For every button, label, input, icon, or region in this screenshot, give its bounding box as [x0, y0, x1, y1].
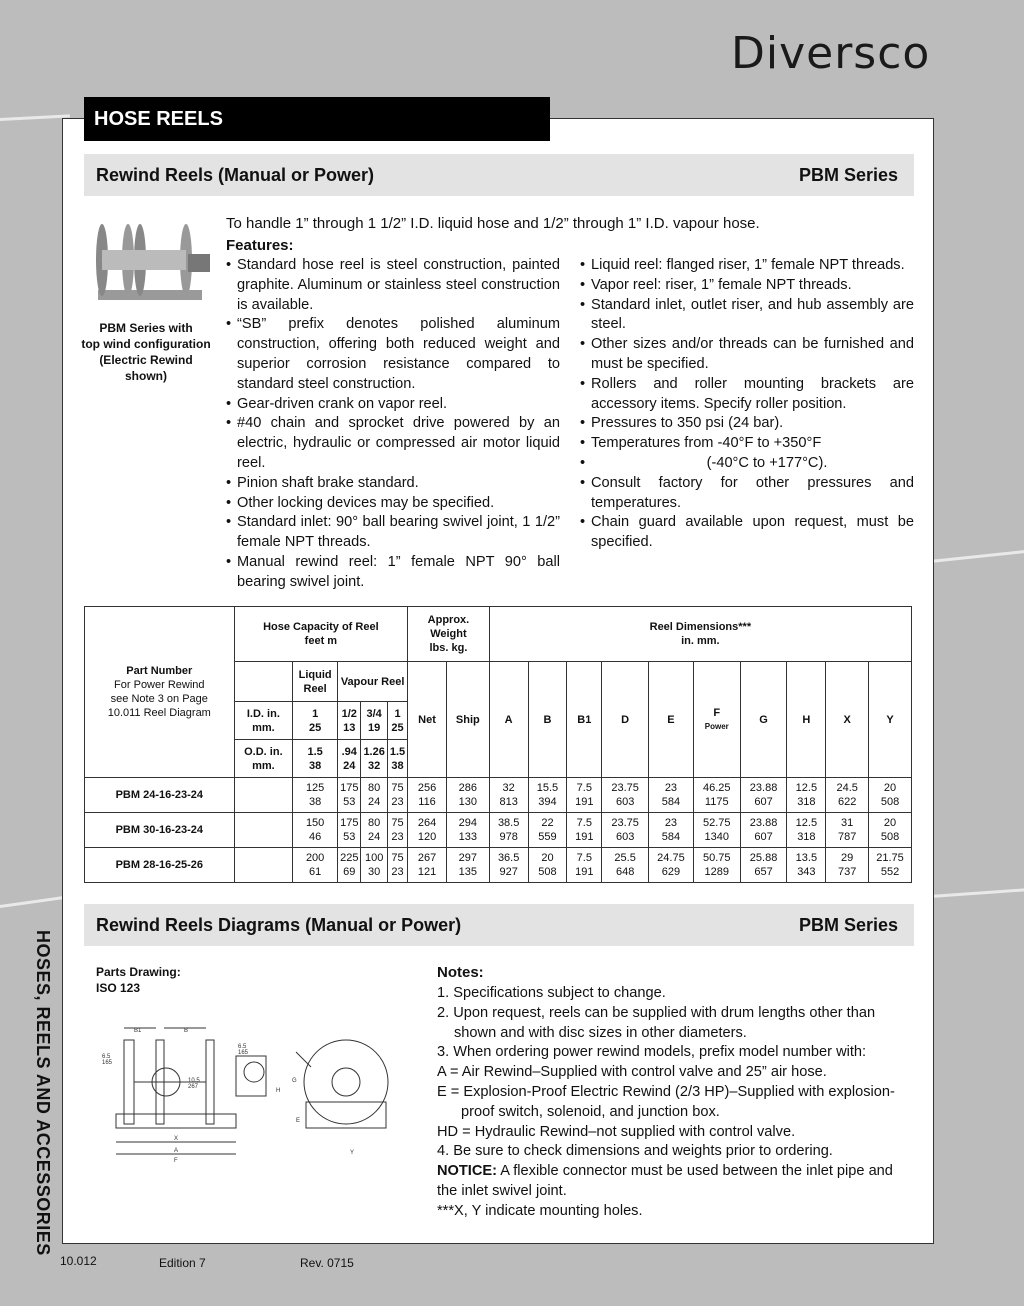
header-text: Weight	[430, 628, 467, 640]
value-cell	[361, 778, 387, 813]
empty-cell	[234, 778, 293, 813]
value-cell	[693, 813, 740, 848]
weight-header	[408, 607, 490, 662]
value-cell	[293, 778, 338, 813]
net-header: Net	[408, 662, 447, 778]
imperial-value: 200	[305, 852, 325, 864]
metric-value: 607	[754, 796, 773, 808]
value-cell	[787, 778, 826, 813]
imperial-value: 23.88	[749, 817, 778, 829]
feature-item: • Pressures to 350 psi (24 bar).	[580, 414, 914, 434]
reel-product-image	[88, 220, 216, 306]
header-subtext: Power	[704, 721, 729, 731]
value-cell	[649, 778, 694, 813]
section-band-specs	[84, 154, 914, 196]
metric-value: 191	[575, 831, 594, 843]
footnote: ***X, Y indicate mounting holes.	[437, 1202, 643, 1219]
value-cell	[869, 778, 912, 813]
intro-text: To handle 1” through 1 1/2” I.D. liquid hose and 1/2” through 1” I.D. vapour hose.	[226, 215, 760, 232]
value-cell	[293, 848, 338, 883]
metric-value: 603	[615, 796, 635, 808]
metric-value: 30	[368, 866, 381, 878]
value-cell	[567, 778, 602, 813]
imperial-value: 25.88	[749, 852, 778, 864]
note-item: HD = Hydraulic Rewind–not supplied with control valve.	[437, 1123, 796, 1140]
metric-value: 1175	[704, 796, 729, 808]
metric-value: 23	[391, 831, 404, 843]
feature-item: • Rollers and roller mounting brackets are accessory items. Specify roller position.	[580, 375, 914, 415]
note-item: 4. Be sure to check dimensions and weights prior to ordering.	[437, 1143, 833, 1160]
note-item: E = Explosion-Proof Electric Rewind (2/3 HP)–Supplied with explosion-proof switch, solenoid, and junction box.	[437, 1083, 895, 1120]
value-cell	[408, 778, 447, 813]
imperial-value: 36.5	[497, 852, 520, 864]
features-right-list	[580, 256, 914, 553]
band-series: PBM Series	[798, 165, 898, 185]
imperial-value: 50.75	[702, 852, 731, 864]
imperial-value: 20	[541, 852, 554, 864]
part-number-cell: PBM 30-16-23-24	[85, 813, 235, 848]
value-cell	[693, 848, 740, 883]
header-text: mm.	[252, 759, 275, 772]
header-text: Liquid	[298, 668, 332, 681]
header-text: O.D. in.	[244, 745, 283, 758]
empty-cell	[234, 848, 293, 883]
metric-value: 394	[538, 796, 557, 808]
value-cell	[387, 813, 407, 848]
dim-col-header: A	[489, 662, 528, 778]
bg-stripe	[0, 114, 70, 121]
imperial-value: 25.5	[614, 852, 636, 864]
feature-item: • Vapor reel: riser, 1” female NPT threads.	[580, 276, 914, 296]
od-value: 1.5 38	[293, 740, 338, 778]
dim-col-header-f	[693, 662, 740, 778]
header-text: Approx.	[427, 614, 470, 626]
header-text: Reel Dimensions***	[649, 621, 752, 633]
value-cell	[649, 848, 694, 883]
value-cell	[408, 813, 447, 848]
metric-value: 737	[837, 866, 857, 878]
table-row	[85, 813, 912, 848]
imperial-value: 23.88	[749, 782, 778, 794]
dim-label: F	[174, 1158, 178, 1162]
value-cell	[338, 813, 361, 848]
value-cell	[489, 778, 528, 813]
imperial-value: 7.5	[576, 852, 592, 864]
feature-item: • Consult factory for other pressures and temperatures.	[580, 474, 914, 514]
notes-list	[437, 984, 907, 1222]
notice-item	[437, 1162, 907, 1202]
dim-label: 267	[188, 1084, 199, 1090]
dimensions-header	[489, 607, 911, 662]
metric-value: 552	[880, 866, 900, 878]
dim-label: X	[174, 1136, 179, 1142]
image-caption	[78, 320, 214, 384]
value-cell	[740, 848, 787, 883]
dim-col-header: Y	[869, 662, 912, 778]
imperial-value: 21.75	[876, 852, 904, 864]
header-text: Part Number	[126, 665, 193, 677]
feature-item: • Temperatures from -40°F to +350°F	[580, 434, 914, 454]
value-cell	[740, 813, 787, 848]
value-cell	[446, 848, 489, 883]
value-cell	[826, 778, 869, 813]
metric-value: 130	[458, 796, 478, 808]
dim-col-header: G	[740, 662, 787, 778]
caption-line: PBM Series with	[99, 321, 193, 335]
metric-value: 629	[661, 866, 681, 878]
parts-label-line: Parts Drawing:	[96, 965, 181, 979]
metric-value: 116	[418, 796, 436, 808]
metric-value: 38	[309, 796, 322, 808]
caption-line: (Electric Rewind shown)	[99, 353, 193, 383]
metric-value: 607	[754, 831, 773, 843]
imperial-value: 15.5	[536, 782, 559, 794]
od-value: 1.5 38	[387, 740, 407, 778]
dim-label: B1	[134, 1028, 142, 1034]
imperial-value: 297	[458, 852, 478, 864]
dim-col-header: B1	[567, 662, 602, 778]
dim-label: 165	[238, 1050, 249, 1056]
band-series: PBM Series	[798, 915, 898, 935]
metric-value: 1340	[704, 831, 729, 843]
dim-label: 6.5	[238, 1044, 247, 1050]
bg-stripe	[0, 895, 70, 908]
liquid-reel-header	[293, 662, 338, 702]
header-text: feet m	[304, 635, 338, 647]
value-cell	[693, 778, 740, 813]
metric-value: 69	[343, 866, 356, 878]
metric-value: 53	[343, 831, 356, 843]
dim-label: E	[296, 1118, 301, 1124]
metric-value: 657	[754, 866, 773, 878]
bg-stripe	[930, 550, 1024, 563]
features-heading: Features:	[226, 237, 294, 254]
value-cell	[528, 813, 567, 848]
header-text: in. mm.	[681, 635, 720, 647]
metric-value: 23	[391, 796, 404, 808]
imperial-value: 80	[368, 817, 381, 829]
part-number-cell: PBM 28-16-25-26	[85, 848, 235, 883]
imperial-value: 75	[391, 852, 404, 864]
value-cell	[567, 848, 602, 883]
header-text: I.D. in.	[246, 707, 280, 720]
feature-item: • Other sizes and/or threads can be furnished and must be specified.	[580, 335, 914, 375]
imperial-value: 286	[458, 782, 478, 794]
parts-drawing	[96, 1022, 416, 1162]
imperial-value: 46.25	[702, 782, 731, 794]
side-section-label: HOSES, REELS AND ACCESSORIES	[33, 930, 53, 1256]
metric-value: 343	[797, 866, 816, 878]
value-cell	[826, 813, 869, 848]
id-value: 1 25	[293, 702, 338, 740]
imperial-value: 175	[340, 782, 359, 794]
metric-value: 787	[837, 831, 857, 843]
part-number-cell: PBM 24-16-23-24	[85, 778, 235, 813]
value-cell	[787, 848, 826, 883]
metric-value: 135	[458, 866, 478, 878]
metric-value: 978	[499, 831, 518, 843]
imperial-value: 13.5	[795, 852, 818, 864]
value-cell	[649, 813, 694, 848]
metric-value: 61	[309, 866, 322, 878]
notice-label: NOTICE:	[437, 1163, 497, 1180]
value-cell	[338, 848, 361, 883]
feature-item: • Liquid reel: flanged riser, 1” female NPT threads.	[580, 256, 914, 276]
dim-label: 165	[102, 1060, 113, 1066]
value-cell	[528, 848, 567, 883]
header-text: Reel	[303, 682, 327, 695]
id-label	[234, 702, 293, 740]
section-tab: HOSE REELS	[84, 97, 550, 141]
header-text: F	[713, 706, 721, 719]
feature-item: • Pinion shaft brake standard.	[226, 474, 560, 494]
value-cell	[361, 848, 387, 883]
note-item: 3. When ordering power rewind models, prefix model number with:	[437, 1044, 867, 1061]
value-cell	[489, 848, 528, 883]
value-cell	[489, 813, 528, 848]
notice-text: A flexible connector must be used between the inlet pipe and the inlet swivel joint.	[437, 1163, 893, 1199]
brand-logo: Diversco	[731, 28, 931, 79]
feature-item: • Chain guard available upon request, must be specified.	[580, 513, 914, 553]
table-row	[85, 778, 912, 813]
metric-value: 508	[880, 831, 900, 843]
metric-value: 120	[417, 831, 437, 843]
metric-value: 508	[880, 796, 900, 808]
revision: Rev. 0715	[300, 1256, 354, 1270]
feature-item: • Manual rewind reel: 1” female NPT 90° ball bearing swivel joint.	[226, 553, 560, 593]
imperial-value: 75	[391, 782, 404, 794]
metric-value: 121	[417, 866, 437, 878]
dim-label: H	[276, 1088, 281, 1094]
metric-value: 584	[661, 831, 681, 843]
feature-item-cont: • (-40°C to +177°C).	[580, 454, 914, 474]
band-title: Rewind Reels Diagrams (Manual or Power)	[96, 915, 462, 935]
imperial-value: 20	[883, 782, 897, 794]
metric-value: 318	[797, 796, 816, 808]
imperial-value: 150	[305, 817, 325, 829]
imperial-value: 125	[305, 782, 325, 794]
imperial-value: 7.5	[576, 782, 592, 794]
header-text: 10.011 Reel Diagram	[107, 707, 211, 719]
od-value: .94 24	[338, 740, 361, 778]
feature-item: • Standard inlet, outlet riser, and hub assembly are steel.	[580, 296, 914, 336]
imperial-value: 264	[417, 817, 437, 829]
value-cell	[338, 778, 361, 813]
imperial-value: 12.5	[795, 782, 818, 794]
imperial-value: 52.75	[702, 817, 731, 829]
imperial-value: 38.5	[497, 817, 520, 829]
imperial-value: 20	[883, 817, 897, 829]
value-cell	[567, 813, 602, 848]
metric-value: 648	[615, 866, 635, 878]
value-cell	[387, 848, 407, 883]
parts-label-line: ISO 123	[96, 981, 141, 995]
metric-value: 927	[499, 866, 518, 878]
dim-label: B	[184, 1028, 189, 1034]
dim-col-header: E	[649, 662, 694, 778]
imperial-value: 80	[368, 782, 381, 794]
table-row	[85, 848, 912, 883]
value-cell	[446, 778, 489, 813]
metric-value: 24	[368, 796, 381, 808]
edition: Edition 7	[159, 1256, 206, 1270]
value-cell	[293, 813, 338, 848]
dim-label: 10.5	[188, 1078, 200, 1084]
feature-item: • Gear-driven crank on vapor reel.	[226, 395, 560, 415]
value-cell	[740, 778, 787, 813]
imperial-value: 23	[664, 782, 678, 794]
metric-value: 622	[837, 796, 857, 808]
dim-col-header: B	[528, 662, 567, 778]
metric-value: 584	[661, 796, 681, 808]
metric-value: 23	[391, 866, 404, 878]
metric-value: 46	[309, 831, 322, 843]
dim-label: 6.5	[102, 1054, 111, 1060]
imperial-value: 29	[841, 852, 854, 864]
id-value: 1/2 13	[338, 702, 361, 740]
od-value: 1.26 32	[361, 740, 387, 778]
feature-item: • Standard hose reel is steel construction, painted graphite. Aluminum or stainless steel construction is available.	[226, 256, 560, 315]
metric-value: 508	[538, 866, 557, 878]
header-text: see Note 3 on Page	[110, 693, 208, 705]
header-text: Hose Capacity of Reel	[263, 621, 379, 633]
id-value: 3/4 19	[361, 702, 387, 740]
metric-value: 318	[797, 831, 816, 843]
header-text: For Power Rewind	[114, 679, 205, 691]
value-cell	[387, 778, 407, 813]
note-item: A = Air Rewind–Supplied with control valve and 25” air hose.	[437, 1064, 827, 1081]
imperial-value: 256	[417, 782, 437, 794]
vapour-reel-header: Vapour Reel	[338, 662, 408, 702]
dim-label: A	[174, 1148, 179, 1154]
dim-label: Y	[350, 1150, 355, 1156]
metric-value: 191	[575, 796, 594, 808]
metric-value: 24	[368, 831, 381, 843]
imperial-value: 100	[364, 852, 384, 864]
metric-value: 1289	[704, 866, 729, 878]
hose-capacity-header	[234, 607, 408, 662]
header-text: mm.	[252, 721, 275, 734]
part-number-header	[85, 607, 235, 778]
features-left-list	[226, 256, 560, 593]
imperial-value: 225	[340, 852, 359, 864]
notes-heading: Notes:	[437, 964, 484, 981]
imperial-value: 22	[541, 817, 554, 829]
value-cell	[826, 848, 869, 883]
value-cell	[361, 813, 387, 848]
dim-col-header: D	[602, 662, 649, 778]
imperial-value: 23	[664, 817, 678, 829]
parts-drawing-label	[96, 964, 181, 996]
metric-value: 813	[499, 796, 518, 808]
imperial-value: 32	[502, 782, 515, 794]
value-cell	[602, 813, 649, 848]
imperial-value: 75	[391, 817, 404, 829]
page-number: 10.012	[60, 1254, 97, 1268]
feature-item: • #40 chain and sprocket drive powered by an electric, hydraulic or compressed air motor liquid reel.	[226, 414, 560, 473]
metric-value: 133	[458, 831, 478, 843]
dim-col-header: H	[787, 662, 826, 778]
value-cell	[602, 778, 649, 813]
od-label	[234, 740, 293, 778]
imperial-value: 31	[841, 817, 854, 829]
spec-table	[84, 606, 912, 883]
band-title: Rewind Reels (Manual or Power)	[96, 165, 375, 185]
imperial-value: 24.75	[657, 852, 685, 864]
metric-value: 191	[575, 866, 594, 878]
bg-stripe	[930, 888, 1024, 898]
value-cell	[787, 813, 826, 848]
imperial-value: 12.5	[795, 817, 818, 829]
imperial-value: 24.5	[836, 782, 858, 794]
feature-item: • Other locking devices may be specified.	[226, 494, 560, 514]
section-band-diagrams	[84, 904, 914, 946]
empty-cell	[234, 813, 293, 848]
value-cell	[408, 848, 447, 883]
metric-value: 53	[343, 796, 356, 808]
imperial-value: 175	[340, 817, 359, 829]
value-cell	[528, 778, 567, 813]
value-cell	[446, 813, 489, 848]
imperial-value: 267	[417, 852, 437, 864]
dim-label: G	[292, 1078, 297, 1084]
note-item: 2. Upon request, reels can be supplied with drum lengths other than shown and with disc sizes in other diameters.	[437, 1004, 876, 1041]
imperial-value: 23.75	[611, 782, 639, 794]
dim-col-header: X	[826, 662, 869, 778]
imperial-value: 23.75	[611, 817, 639, 829]
note-item: 1. Specifications subject to change.	[437, 985, 666, 1001]
feature-item: • Standard inlet: 90° ball bearing swivel joint, 1 1/2” female NPT threads.	[226, 513, 560, 553]
ship-header: Ship	[446, 662, 489, 778]
imperial-value: 7.5	[576, 817, 592, 829]
header-text: lbs. kg.	[429, 642, 468, 654]
feature-item: • “SB” prefix denotes polished aluminum construction, offering both reduced weight and superior corrosion resistance compared to standard steel construction.	[226, 315, 560, 394]
value-cell	[869, 813, 912, 848]
metric-value: 559	[538, 831, 557, 843]
caption-line: top wind configuration	[81, 337, 211, 351]
value-cell	[869, 848, 912, 883]
metric-value: 603	[615, 831, 635, 843]
imperial-value: 294	[458, 817, 478, 829]
id-value: 1 25	[387, 702, 407, 740]
value-cell	[602, 848, 649, 883]
